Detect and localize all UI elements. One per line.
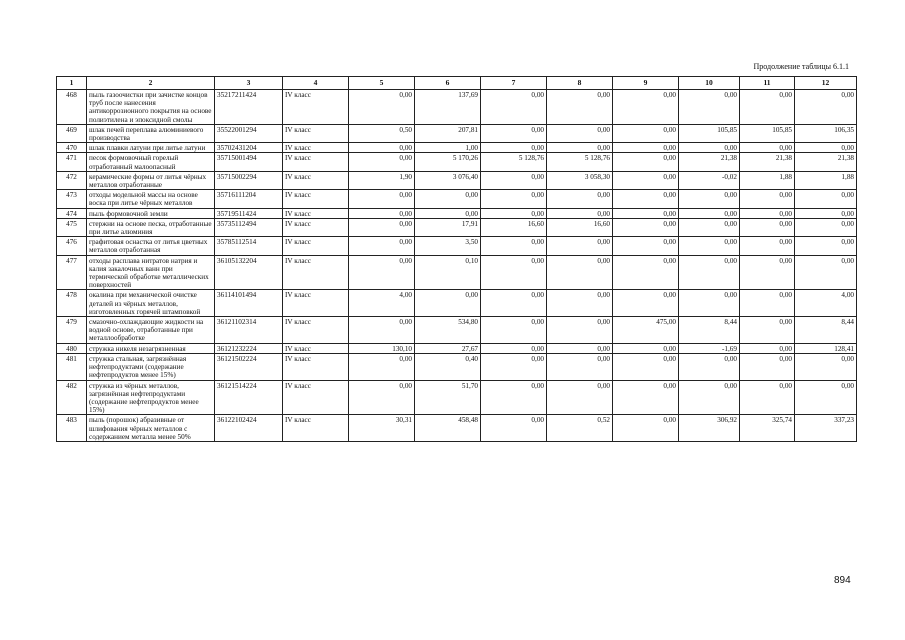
col-header: 5 (349, 77, 415, 90)
cell-value: 0,00 (547, 317, 613, 344)
fkko-code: 36121232224 (215, 343, 283, 353)
cell-value: 337,23 (795, 415, 857, 442)
cell-value: 21,38 (679, 153, 740, 171)
fkko-code: 35522001294 (215, 124, 283, 142)
cell-value: 0,00 (547, 208, 613, 218)
cell-value: 0,00 (679, 143, 740, 153)
hazard-class: IV класс (283, 317, 349, 344)
waste-table (56, 76, 857, 442)
cell-value: 0,00 (481, 343, 547, 353)
cell-value: 21,38 (795, 153, 857, 171)
cell-value: 0,40 (415, 353, 481, 380)
cell-value: 0,00 (547, 90, 613, 125)
cell-value: 0,00 (795, 90, 857, 125)
waste-name: шлак печей переплава алюминиевого производства (87, 124, 215, 142)
fkko-code: 35217211424 (215, 90, 283, 125)
fkko-code: 35715001494 (215, 153, 283, 171)
waste-name: стружка из чёрных металлов, загрязнённая нефтепродуктами (содержание нефтепродуктов менее 15%) (87, 380, 215, 415)
waste-name: шлак плавки латуни при литье латуни (87, 143, 215, 153)
table-row (57, 317, 857, 344)
cell-value: 0,00 (679, 208, 740, 218)
table-row (57, 343, 857, 353)
cell-value: 0,00 (547, 380, 613, 415)
cell-value: 325,74 (740, 415, 795, 442)
cell-value: 207,81 (415, 124, 481, 142)
cell-value: 0,00 (547, 353, 613, 380)
fkko-code: 36122102424 (215, 415, 283, 442)
fkko-code: 35702431204 (215, 143, 283, 153)
cell-value: 0,00 (481, 90, 547, 125)
waste-name: стружка никеля незагрязненная (87, 343, 215, 353)
page-number: 894 (834, 575, 851, 586)
cell-value: 0,00 (795, 208, 857, 218)
cell-value: 0,00 (795, 218, 857, 236)
cell-value: 8,44 (795, 317, 857, 344)
cell-value: 0,00 (795, 380, 857, 415)
cell-value: 0,00 (740, 343, 795, 353)
cell-value: 0,00 (679, 380, 740, 415)
cell-value: 0,00 (613, 153, 679, 171)
cell-value: 0,00 (740, 143, 795, 153)
fkko-code: 36121502224 (215, 353, 283, 380)
table-row (57, 90, 857, 125)
hazard-class: IV класс (283, 255, 349, 290)
waste-name: пыль газоочистки при зачистке концов труб после нанесения антикоррозионного покрытия на основе полиэтилена и эпоксидной смолы (87, 90, 215, 125)
row-number: 474 (57, 208, 87, 218)
row-number: 478 (57, 290, 87, 317)
cell-value: 16,60 (547, 218, 613, 236)
col-header: 2 (87, 77, 215, 90)
cell-value: 106,35 (795, 124, 857, 142)
cell-value: 0,00 (547, 124, 613, 142)
cell-value: 0,00 (679, 190, 740, 208)
cell-value: 0,00 (795, 143, 857, 153)
cell-value: 0,50 (349, 124, 415, 142)
cell-value: 0,00 (349, 237, 415, 255)
cell-value: -0,02 (679, 171, 740, 189)
cell-value: 0,00 (481, 237, 547, 255)
cell-value: 8,44 (679, 317, 740, 344)
fkko-code: 35735112494 (215, 218, 283, 236)
fkko-code: 36114101494 (215, 290, 283, 317)
row-number: 473 (57, 190, 87, 208)
table-row (57, 415, 857, 442)
hazard-class: IV класс (283, 190, 349, 208)
cell-value: 0,00 (547, 143, 613, 153)
cell-value: 3,50 (415, 237, 481, 255)
table-row (57, 290, 857, 317)
hazard-class: IV класс (283, 90, 349, 125)
waste-name: отходы расплава нитратов натрия и калия закалочных ванн при термической обработке металлических поверхностей (87, 255, 215, 290)
cell-value: 0,00 (679, 237, 740, 255)
cell-value: 5 170,26 (415, 153, 481, 171)
cell-value: 0,00 (349, 255, 415, 290)
cell-value: 0,00 (349, 208, 415, 218)
table-caption: Продолжение таблицы 6.1.1 (753, 62, 849, 71)
cell-value: 30,31 (349, 415, 415, 442)
table-row (57, 190, 857, 208)
fkko-code: 35719511424 (215, 208, 283, 218)
cell-value: 0,00 (613, 208, 679, 218)
row-number: 470 (57, 143, 87, 153)
cell-value: 0,00 (349, 90, 415, 125)
cell-value: 128,41 (795, 343, 857, 353)
cell-value: 0,00 (415, 208, 481, 218)
hazard-class: IV класс (283, 208, 349, 218)
waste-name: стержни на основе песка, отработанные при литье алюминия (87, 218, 215, 236)
cell-value: 1,88 (795, 171, 857, 189)
hazard-class: IV класс (283, 124, 349, 142)
cell-value: 0,00 (740, 218, 795, 236)
cell-value: 0,00 (613, 90, 679, 125)
waste-name: пыль формовочной земли (87, 208, 215, 218)
cell-value: 130,10 (349, 343, 415, 353)
cell-value: 0,00 (481, 208, 547, 218)
table-row (57, 380, 857, 415)
cell-value: 0,00 (740, 290, 795, 317)
cell-value: 5 128,76 (547, 153, 613, 171)
cell-value: 3 058,30 (547, 171, 613, 189)
table-row (57, 171, 857, 189)
waste-name: пыль (порошок) абразивные от шлифования чёрных металлов с содержанием металла менее 50% (87, 415, 215, 442)
cell-value: 17,91 (415, 218, 481, 236)
cell-value: 0,00 (740, 90, 795, 125)
cell-value: 0,00 (481, 171, 547, 189)
cell-value: 0,00 (481, 255, 547, 290)
cell-value: 0,00 (481, 415, 547, 442)
cell-value: 0,00 (740, 237, 795, 255)
row-number: 482 (57, 380, 87, 415)
cell-value: 0,00 (349, 153, 415, 171)
cell-value: 0,00 (547, 255, 613, 290)
row-number: 468 (57, 90, 87, 125)
cell-value: 105,85 (679, 124, 740, 142)
cell-value: 0,00 (740, 353, 795, 380)
header-row (57, 77, 857, 90)
cell-value: 0,00 (349, 317, 415, 344)
row-number: 481 (57, 353, 87, 380)
cell-value: 0,00 (613, 353, 679, 380)
waste-name: смазочно-охлаждающие жидкости на водной основе, отработанные при металлообработке (87, 317, 215, 344)
hazard-class: IV класс (283, 380, 349, 415)
table-row (57, 218, 857, 236)
hazard-class: IV класс (283, 171, 349, 189)
cell-value: 0,00 (613, 343, 679, 353)
table-row (57, 255, 857, 290)
hazard-class: IV класс (283, 353, 349, 380)
cell-value: 306,92 (679, 415, 740, 442)
hazard-class: IV класс (283, 143, 349, 153)
row-number: 475 (57, 218, 87, 236)
col-header: 3 (215, 77, 283, 90)
cell-value: 534,80 (415, 317, 481, 344)
cell-value: 27,67 (415, 343, 481, 353)
col-header: 8 (547, 77, 613, 90)
cell-value: 0,00 (481, 190, 547, 208)
cell-value: 0,00 (613, 171, 679, 189)
cell-value: 16,60 (481, 218, 547, 236)
col-header: 7 (481, 77, 547, 90)
row-number: 469 (57, 124, 87, 142)
cell-value: 1,00 (415, 143, 481, 153)
cell-value: 137,69 (415, 90, 481, 125)
fkko-code: 36105132204 (215, 255, 283, 290)
cell-value: 0,00 (740, 190, 795, 208)
cell-value: 4,00 (349, 290, 415, 317)
col-header: 11 (740, 77, 795, 90)
hazard-class: IV класс (283, 290, 349, 317)
cell-value: 0,00 (349, 190, 415, 208)
cell-value: 0,00 (547, 190, 613, 208)
table-row (57, 208, 857, 218)
cell-value: 0,00 (613, 415, 679, 442)
cell-value: 0,00 (795, 255, 857, 290)
table-row (57, 153, 857, 171)
cell-value: 0,00 (613, 255, 679, 290)
cell-value: 21,38 (740, 153, 795, 171)
cell-value: 0,52 (547, 415, 613, 442)
col-header: 10 (679, 77, 740, 90)
row-number: 471 (57, 153, 87, 171)
cell-value: 0,00 (481, 124, 547, 142)
cell-value: 0,00 (679, 353, 740, 380)
cell-value: 1,88 (740, 171, 795, 189)
waste-name: окалина при механической очистке деталей из чёрных металлов, изготовленных горячей штамповкой (87, 290, 215, 317)
cell-value: 0,00 (679, 90, 740, 125)
cell-value: 0,00 (613, 143, 679, 153)
fkko-code: 35715002294 (215, 171, 283, 189)
cell-value: 0,00 (547, 343, 613, 353)
cell-value: 1,90 (349, 171, 415, 189)
cell-value: 0,00 (795, 190, 857, 208)
cell-value: 0,00 (740, 380, 795, 415)
fkko-code: 35716111204 (215, 190, 283, 208)
cell-value: 0,00 (415, 290, 481, 317)
cell-value: 0,00 (349, 353, 415, 380)
waste-name: отходы модельной массы на основе воска при литье чёрных металлов (87, 190, 215, 208)
cell-value: 0,00 (613, 237, 679, 255)
col-header: 1 (57, 77, 87, 90)
cell-value: 458,48 (415, 415, 481, 442)
cell-value: 105,85 (740, 124, 795, 142)
cell-value: 51,70 (415, 380, 481, 415)
cell-value: 475,00 (613, 317, 679, 344)
table-row (57, 124, 857, 142)
cell-value: 0,10 (415, 255, 481, 290)
col-header: 4 (283, 77, 349, 90)
cell-value: 0,00 (349, 218, 415, 236)
cell-value: 0,00 (740, 255, 795, 290)
row-number: 472 (57, 171, 87, 189)
cell-value: 0,00 (349, 143, 415, 153)
fkko-code: 35785112514 (215, 237, 283, 255)
row-number: 477 (57, 255, 87, 290)
cell-value: 0,00 (613, 380, 679, 415)
cell-value: 0,00 (613, 218, 679, 236)
cell-value: 0,00 (795, 353, 857, 380)
table-row (57, 237, 857, 255)
cell-value: 5 128,76 (481, 153, 547, 171)
cell-value: 4,00 (795, 290, 857, 317)
hazard-class: IV класс (283, 153, 349, 171)
cell-value: 0,00 (613, 290, 679, 317)
cell-value: 0,00 (679, 255, 740, 290)
col-header: 6 (415, 77, 481, 90)
row-number: 483 (57, 415, 87, 442)
waste-name: графитовая оснастка от литья цветных металлов отработанная (87, 237, 215, 255)
hazard-class: IV класс (283, 343, 349, 353)
table-body (57, 90, 857, 442)
cell-value: -1,69 (679, 343, 740, 353)
cell-value: 0,00 (415, 190, 481, 208)
cell-value: 0,00 (481, 143, 547, 153)
col-header: 9 (613, 77, 679, 90)
fkko-code: 36121102314 (215, 317, 283, 344)
cell-value: 0,00 (481, 380, 547, 415)
cell-value: 0,00 (613, 124, 679, 142)
cell-value: 0,00 (349, 380, 415, 415)
cell-value: 0,00 (481, 290, 547, 317)
cell-value: 3 076,40 (415, 171, 481, 189)
waste-name: стружка стальная, загрязнённая нефтепродуктами (содержание нефтепродуктов менее 15%) (87, 353, 215, 380)
cell-value: 0,00 (679, 218, 740, 236)
cell-value: 0,00 (795, 237, 857, 255)
hazard-class: IV класс (283, 218, 349, 236)
cell-value: 0,00 (740, 317, 795, 344)
row-number: 476 (57, 237, 87, 255)
waste-name: песок формовочный горелый отработанный малоопасный (87, 153, 215, 171)
cell-value: 0,00 (613, 190, 679, 208)
cell-value: 0,00 (547, 237, 613, 255)
table-row (57, 143, 857, 153)
hazard-class: IV класс (283, 415, 349, 442)
cell-value: 0,00 (679, 290, 740, 317)
row-number: 480 (57, 343, 87, 353)
cell-value: 0,00 (481, 353, 547, 380)
col-header: 12 (795, 77, 857, 90)
cell-value: 0,00 (740, 208, 795, 218)
waste-name: керамические формы от литья чёрных металлов отработанные (87, 171, 215, 189)
hazard-class: IV класс (283, 237, 349, 255)
cell-value: 0,00 (481, 317, 547, 344)
row-number: 479 (57, 317, 87, 344)
fkko-code: 36121514224 (215, 380, 283, 415)
table-row (57, 353, 857, 380)
cell-value: 0,00 (547, 290, 613, 317)
